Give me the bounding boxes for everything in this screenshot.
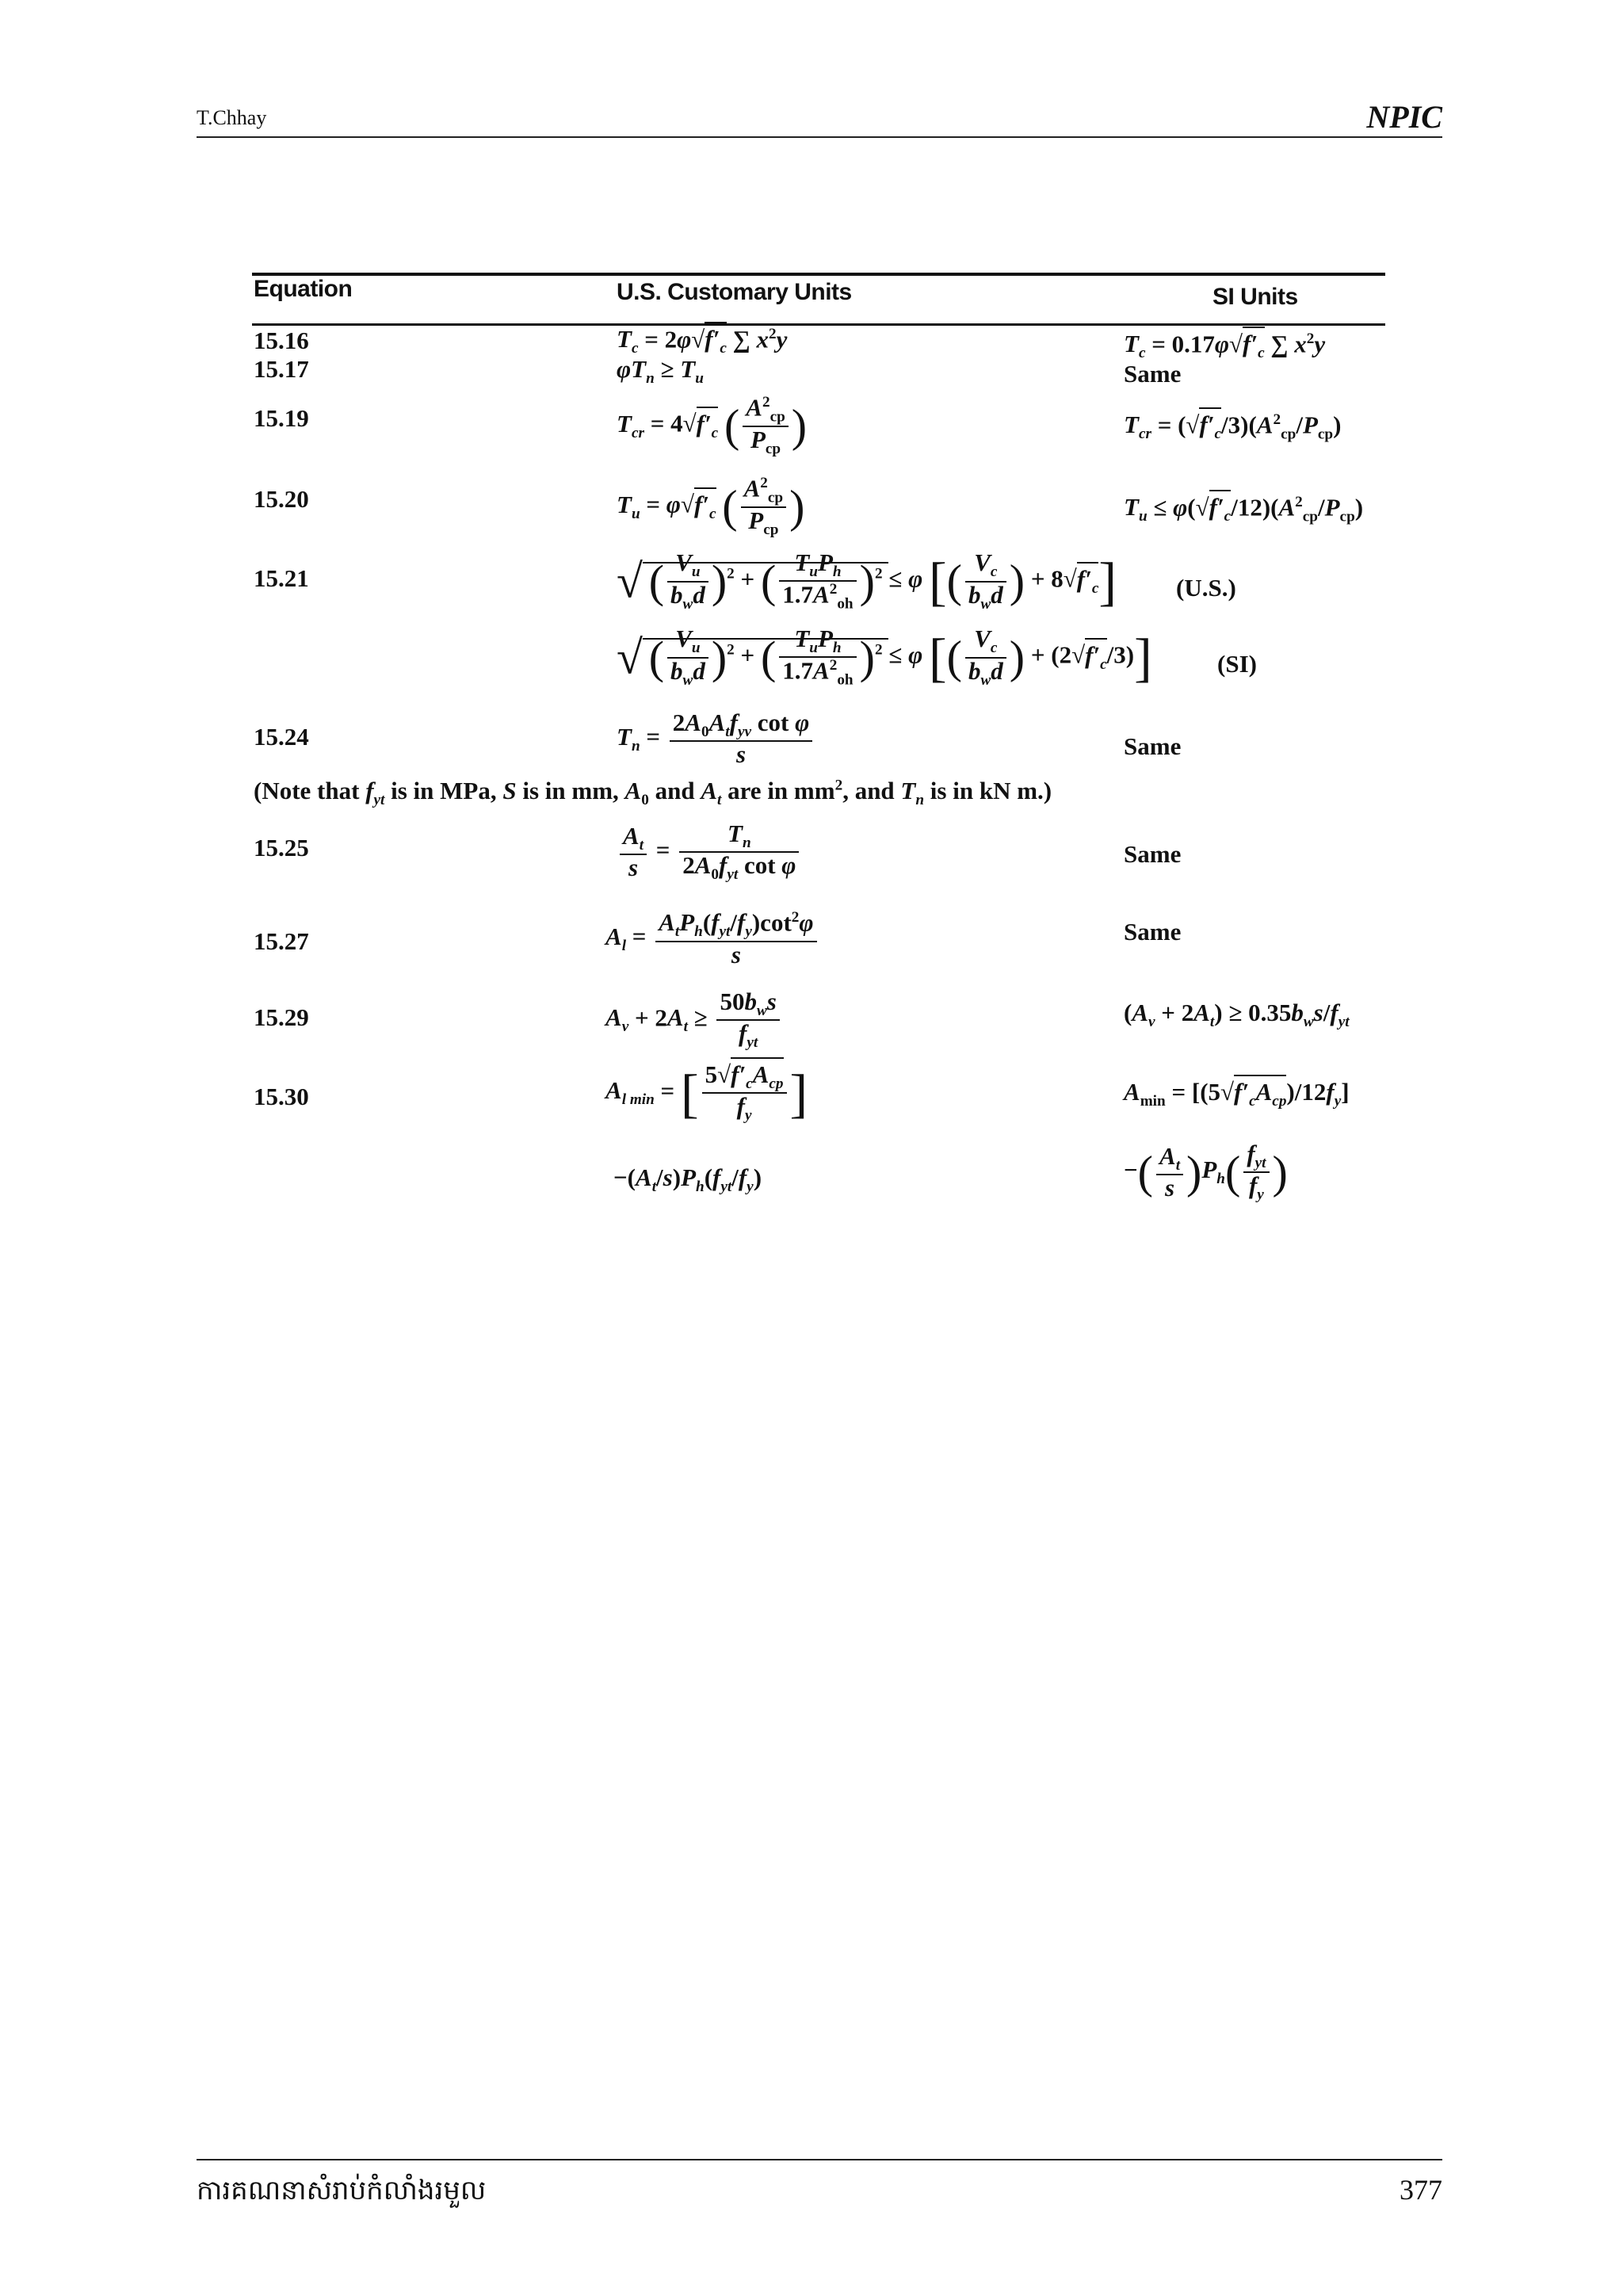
formula-15-25-si: Same — [1124, 840, 1182, 868]
col-header-equation: Equation — [254, 276, 353, 302]
formula-15-21-us: √ ( $\frac{V_u}{b_wd}$ )$^2$ + ( $\frac{T_uP_h}{1.7A^2_{oh}}$ )$^2$ ≤ φ [( $\frac{V_c}{b_wd}$ ) + $8√f'_c$] — [617, 548, 1117, 613]
formula-15-16-us: $T_c = 2\varphi√f'_c$ ∑ $x^2y$ — [617, 327, 787, 357]
formula-15-30-si-cont: −( $\frac{A_t}{s}$ )$P_h$( $\frac{f_{yt}}{f_y}$ ) — [1124, 1140, 1288, 1204]
col-header-si-units: SI Units — [1212, 284, 1298, 310]
formula-15-30-us-cont: $-(A_t/s)P_h(f_{yt}/f_y)$ — [613, 1163, 762, 1196]
formula-15-29-us: $A_v + 2A_t$ ≥ $\frac{50b_ws}{f_{yt}}$ — [605, 989, 783, 1052]
eq-number-15-24: 15.24 — [254, 723, 309, 751]
eq-number-15-21: 15.21 — [254, 564, 309, 592]
eq-number-15-19: 15.19 — [254, 404, 309, 432]
eq-number-15-16: 15.16 — [254, 327, 309, 354]
formula-15-17-us: $\varphi T_n \ge T_u$ — [617, 355, 704, 388]
eq-number-15-29: 15.29 — [254, 1003, 309, 1031]
formula-15-17-si: Same — [1124, 360, 1182, 388]
footer-book-title: ការគណនាសំរាប់កំលាំងរមួល — [197, 2175, 487, 2206]
formula-15-24-si: Same — [1124, 732, 1182, 760]
eq-number-15-30: 15.30 — [254, 1083, 309, 1110]
formula-15-20-us: $T_u = \varphi√f'_c$ ( $\frac{A^2_{cp}}{P_{cp}}$ ) — [617, 474, 805, 538]
formula-15-16-si: $T_c = 0.17\varphi√f'_c$ ∑ $x^2y$ — [1124, 331, 1325, 361]
eq-number-15-25: 15.25 — [254, 834, 309, 861]
formula-15-21-si: √ ( $\frac{V_u}{b_wd}$ )$^2$ + ( $\frac{T_uP_h}{1.7A^2_{oh}}$ )$^2$ ≤ φ [( $\frac{V_c}{b_wd}$ ) + $(2√f'_c/3)$] — [617, 625, 1152, 689]
formula-15-19-si: $T_{cr} = (√f'_c/3)(A^2_{cp}/P_{cp})$ — [1124, 412, 1341, 442]
formula-15-27-si: Same — [1124, 918, 1182, 946]
formula-15-29-si: $(A_v + 2A_t) \ge 0.35b_ws/f_{yt}$ — [1124, 999, 1350, 1031]
formula-15-24-us: $T_n$ = $\frac{2A_0A_tf_{yv} \cot \varphi}{s}$ — [617, 710, 815, 768]
formula-15-19-us: $T_{cr} = 4√f'_c$ ( $\frac{A^2_{cp}}{P_{cp}}$ ) — [617, 393, 808, 457]
table-top-rule — [252, 273, 1385, 276]
units-note: (Note that $f_{yt}$ is in MPa, S is in mm, $A_0$ and $A_t$ are in $mm^2$, and $T_n$ is in kN m.) — [254, 777, 1052, 809]
eq-number-15-27: 15.27 — [254, 927, 309, 955]
formula-15-21-tag-si: (SI) — [1217, 650, 1257, 678]
footer-page-number: 377 — [1400, 2174, 1442, 2206]
formula-15-25-us: $\frac{A_t}{s}$ = $\frac{T_n}{2A_0f_{yt} \cot \varphi}$ — [617, 821, 802, 884]
header-org: NPIC — [1366, 99, 1442, 135]
formula-15-30-us: $A_{l min}$ = [ $\frac{5√f'_cA_{cp}}{f_y}$ ] — [605, 1062, 808, 1125]
col-header-us-units: U.S. Customary Units — [617, 279, 852, 305]
header-author: T.Chhay — [197, 106, 267, 129]
header-rule — [197, 136, 1442, 138]
eq-number-15-17: 15.17 — [254, 355, 309, 383]
footer-rule — [197, 2159, 1442, 2160]
formula-15-27-us: $A_l$ = $\frac{A_tP_h(f_{yt}/f_y)\cot^2\varphi}{s}$ — [605, 910, 820, 968]
formula-15-21-tag-us: (U.S.) — [1176, 574, 1236, 602]
eq-number-15-20: 15.20 — [254, 485, 309, 513]
table-header-rule — [252, 323, 1385, 326]
formula-15-20-si: $T_u \le \varphi(√f'_c/12)(A^2_{cp}/P_{cp})$ — [1124, 495, 1363, 525]
formula-15-30-si: $A_{min} = [(5√f'_cA_{cp})/12f_y]$ — [1124, 1079, 1350, 1109]
